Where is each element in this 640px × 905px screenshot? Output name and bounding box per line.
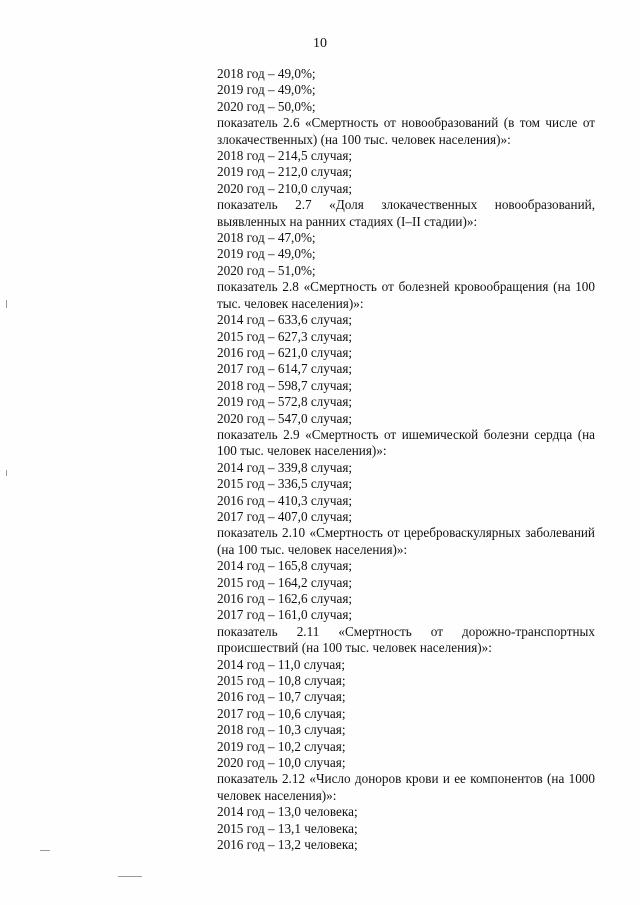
scan-mark (6, 470, 7, 476)
indicator-value-line: 2019 год – 212,0 случая; (217, 164, 353, 180)
indicator-value-line: 2017 год – 407,0 случая; (217, 508, 353, 524)
indicator-value-line: 2018 год – 49,0%; (217, 66, 316, 81)
indicator-value-line: 2016 год – 162,6 случая; (217, 591, 353, 606)
indicator-heading: показатель 2.9 «Смертность от ишемической болезни сердца (на 100 тыс. человек населения)»: (217, 426, 595, 459)
indicator-value-line: 2020 год – 50,0%; (217, 98, 316, 114)
indicator-value-line: 2015 год – 164,2 случая; (217, 574, 353, 590)
indicator-value-line: 2015 год – 627,3 случая; (217, 328, 353, 344)
indicator-value-line: 2016 год – 621,0 случая; (217, 344, 353, 360)
indicator-value-line: 2018 год – 214,5 случая; (217, 148, 353, 164)
indicator-value-line: 2014 год – 11,0 случая; (217, 656, 345, 672)
indicator-value-line: 2019 год – 10,2 случая; (217, 738, 346, 754)
indicator-heading: показатель 2.6 «Смертность от новообразований (в том числе от злокачественных) (на 100 тыс. человек населения)»: (217, 115, 595, 147)
indicator-value-line: 2017 год – 614,7 случая; (217, 361, 353, 377)
scan-mark (118, 876, 142, 877)
indicator-value-line: 2014 год – 633,6 случая; (217, 312, 353, 328)
document-body (217, 66, 595, 854)
indicator-value-line: 2020 год – 547,0 случая; (217, 410, 353, 426)
indicator-value-line: 2019 год – 49,0%; (217, 82, 316, 98)
indicator-heading: показатель 2.8 «Смертность от болезней кровообращения (на 100 тыс. человек населения)»: (217, 279, 595, 311)
indicator-heading: показатель 2.11 «Смертность от дорожно-транспортных происшествий (на 100 тыс. человек населения)»: (217, 623, 595, 656)
indicator-value-line: 2018 год – 598,7 случая; (217, 377, 353, 393)
scan-mark (40, 850, 50, 851)
indicator-value-line: 2018 год – 47,0%; (217, 230, 316, 246)
indicator-value-line: 2020 год – 10,0 случая; (217, 755, 346, 771)
indicator-value-line: 2016 год – 10,7 случая; (217, 689, 346, 705)
indicator-value-line: 2015 год – 336,5 случая; (217, 476, 353, 492)
indicator-value-line: 2016 год – 13,2 человека; (217, 837, 358, 853)
indicator-value-line: 2014 год – 165,8 случая; (217, 558, 353, 574)
indicator-heading: показатель 2.7 «Доля злокачественных новообразований, выявленных на ранних стадиях (I–II стадии)»: (217, 197, 595, 229)
page-number: 10 (313, 36, 327, 51)
indicator-value-line: 2020 год – 210,0 случая; (217, 180, 353, 196)
indicator-value-line: 2017 год – 10,6 случая; (217, 705, 346, 721)
indicator-value-line: 2017 год – 161,0 случая; (217, 607, 353, 623)
scan-mark (6, 300, 7, 308)
indicator-value-line: 2020 год – 51,0%; (217, 262, 316, 278)
indicator-value-line: 2015 год – 10,8 случая; (217, 673, 346, 689)
indicator-value-line: 2018 год – 10,3 случая; (217, 722, 346, 738)
indicator-value-line: 2019 год – 572,8 случая; (217, 394, 353, 410)
indicator-value-line: 2014 год – 13,0 человека; (217, 804, 358, 820)
indicator-value-line: 2015 год – 13,1 человека; (217, 820, 358, 836)
indicator-value-line: 2014 год – 339,8 случая; (217, 459, 353, 475)
indicator-heading: показатель 2.12 «Число доноров крови и ее компонентов (на 1000 человек населения)»: (217, 771, 595, 803)
indicator-value-line: 2016 год – 410,3 случая; (217, 492, 353, 508)
indicator-value-line: 2019 год – 49,0%; (217, 246, 316, 262)
indicator-heading: показатель 2.10 «Смертность от цереброваскулярных заболеваний (на 100 тыс. человек населения)»: (217, 525, 595, 557)
